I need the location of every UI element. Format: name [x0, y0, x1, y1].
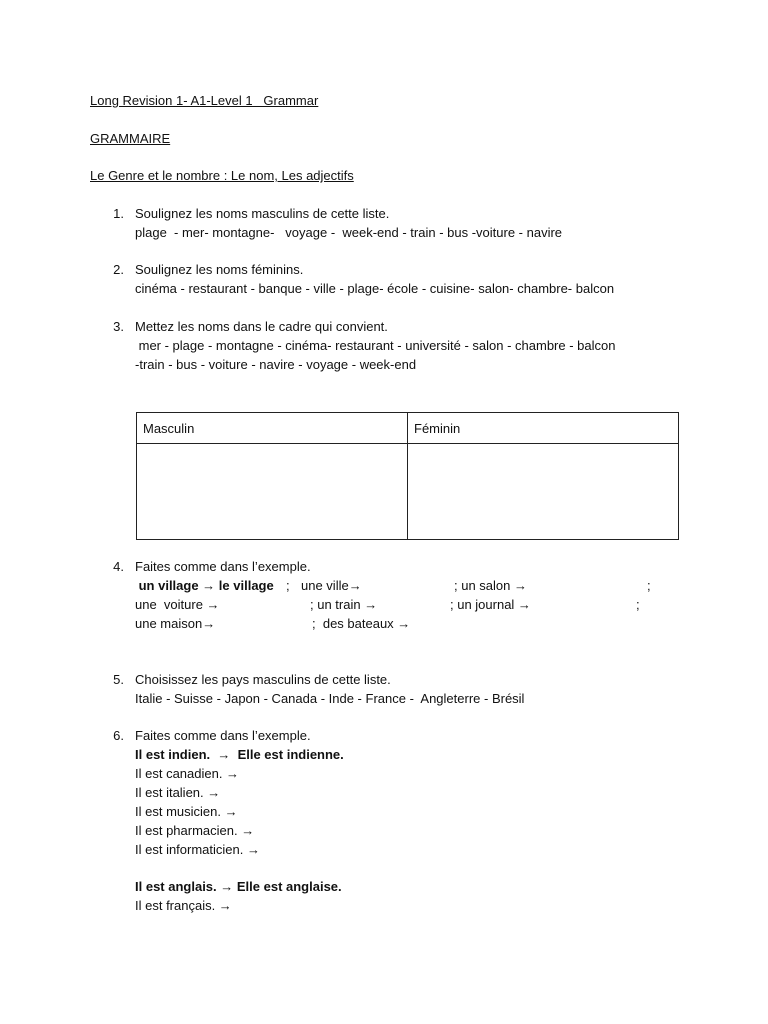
section-heading: GRAMMAIRE: [90, 131, 171, 146]
masculin-answer-cell[interactable]: [137, 444, 408, 540]
exercise-2-instruction: Soulignez les noms féminins.: [135, 262, 304, 277]
column-header-masculin: Masculin: [137, 413, 408, 444]
gender-sorting-table: [136, 412, 679, 540]
exercise-6-item: Il est italien. →: [135, 785, 221, 800]
exercise-4-item-bateaux: ; des bateaux →: [312, 616, 411, 631]
exercise-4-separator: ;: [647, 578, 651, 593]
exercise-4-example: un village → le village: [135, 578, 274, 593]
exercise-4-instruction: Faites comme dans l’exemple.: [135, 559, 311, 574]
subsection-heading: Le Genre et le nombre : Le nom, Les adjectifs: [90, 168, 354, 183]
exercise-4-item-journal: ; un journal →: [450, 597, 531, 612]
exercise-5-country-list: Italie - Suisse - Japon - Canada - Inde - France - Angleterre - Brésil: [135, 691, 525, 706]
exercise-3-number: 3.: [113, 319, 124, 334]
exercise-4-item-salon: ; un salon →: [454, 578, 527, 593]
exercise-3-word-list-line-1: mer - plage - montagne - cinéma- restaurant - université - salon - chambre - balcon: [135, 338, 616, 353]
exercise-4-item-ville: une ville→: [301, 578, 362, 593]
document-title: Long Revision 1- A1-Level 1 Grammar: [90, 93, 319, 108]
exercise-6-instruction: Faites comme dans l’exemple.: [135, 728, 311, 743]
exercise-6-item: Il est pharmacien. →: [135, 823, 255, 838]
column-header-feminin: Féminin: [408, 413, 679, 444]
exercise-3-instruction: Mettez les noms dans le cadre qui convient.: [135, 319, 388, 334]
exercise-6-item: Il est français. →: [135, 898, 232, 913]
exercise-4-number: 4.: [113, 559, 124, 574]
exercise-4-item-train: ; un train →: [310, 597, 378, 612]
exercise-3-word-list-line-2: -train - bus - voiture - navire - voyage - week-end: [135, 357, 417, 372]
exercise-6-item: Il est informaticien. →: [135, 842, 260, 857]
exercise-2-number: 2.: [113, 262, 124, 277]
feminin-answer-cell[interactable]: [408, 444, 679, 540]
exercise-4-item-maison: une maison→: [135, 616, 216, 631]
exercise-6-example-1: Il est indien. → Elle est indienne.: [135, 747, 344, 762]
exercise-4-separator: ;: [286, 578, 290, 593]
exercise-4-item-voiture: une voiture →: [135, 597, 220, 612]
exercise-6-item: Il est canadien. →: [135, 766, 240, 781]
exercise-1-instruction: Soulignez les noms masculins de cette liste.: [135, 206, 390, 221]
exercise-6-example-2: Il est anglais. → Elle est anglaise.: [135, 879, 342, 894]
exercise-4-separator: ;: [636, 597, 640, 612]
exercise-1-word-list: plage - mer- montagne- voyage - week-end - train - bus -voiture - navire: [135, 225, 563, 240]
exercise-6-number: 6.: [113, 728, 124, 743]
exercise-2-word-list: cinéma - restaurant - banque - ville - plage- école - cuisine- salon- chambre- balcon: [135, 281, 615, 296]
exercise-5-number: 5.: [113, 672, 124, 687]
exercise-1-number: 1.: [113, 206, 124, 221]
exercise-5-instruction: Choisissez les pays masculins de cette liste.: [135, 672, 391, 687]
exercise-6-item: Il est musicien. →: [135, 804, 238, 819]
